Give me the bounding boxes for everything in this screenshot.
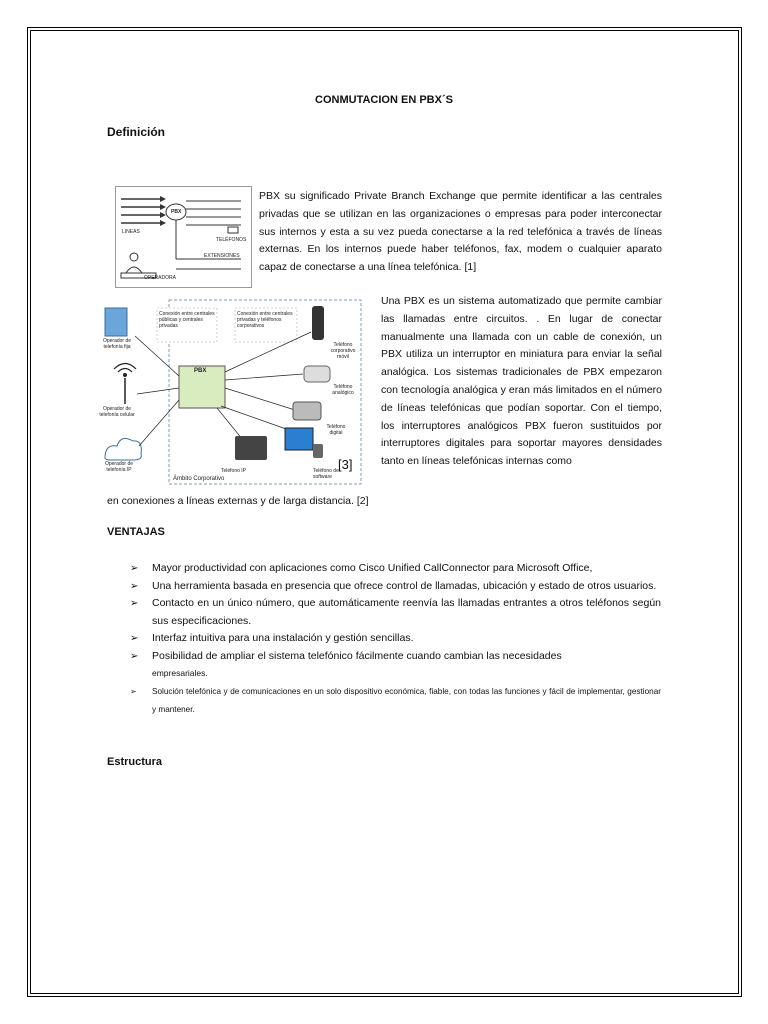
heading-ventajas: VENTAJAS	[107, 526, 165, 538]
list-item	[130, 683, 661, 719]
pbx-diagram-2	[97, 296, 367, 486]
ventajas-list	[130, 560, 661, 719]
fig2-operador-celular: Operador de telefonía celular	[99, 406, 135, 418]
fig2-telefono-movil: Teléfono corporativo móvil	[330, 342, 356, 360]
fig2-reference: [3]	[338, 457, 353, 472]
fig2-ambito: Ámbito Corporativo	[173, 476, 225, 482]
arrow-bullet-icon: ➢	[130, 633, 139, 644]
ventaja-text-tail: empresariales.	[152, 668, 208, 678]
list-item	[130, 630, 661, 648]
paragraph-pbx-definition: PBX su significado Private Branch Exchange que permite identificar a las centrales privadas que se utilizan en las organizaciones o empresas para poder interconectar sus internos y esta a su vez pueda conectarse a la red telefónica a través de líneas externas. En los internos puede haber teléfonos, fax, modem o cualquier aparato capaz de conectarse a una línea telefónica. [1]	[259, 190, 662, 274]
heading-estructura: Estructura	[107, 756, 163, 768]
list-item	[130, 595, 661, 630]
heading-definicion: Definición	[107, 125, 166, 139]
fig1-pbx-label: PBX	[171, 209, 182, 215]
fig2-pbx-label: PBX	[194, 368, 207, 374]
fig2-telefono-software: Teléfono de software	[313, 468, 339, 480]
fig1-lineas-label: LINEAS	[122, 229, 140, 235]
list-item	[130, 578, 661, 596]
arrow-bullet-icon: ➢	[130, 598, 139, 609]
ventaja-text: Contacto en un único número, que automáticamente reenvía las llamadas entrantes a otros teléfonos según sus especificaciones.	[152, 597, 661, 627]
fig2-operador-ip: Operador de telefonía IP	[104, 461, 134, 473]
pbx-diagram-1	[115, 186, 252, 288]
fig1-extensiones-label: EXTENSIONES	[204, 253, 240, 259]
list-item	[130, 560, 661, 578]
fig1-telefonos-label: TELÉFONOS	[216, 237, 247, 243]
arrow-bullet-icon: ➢	[130, 650, 139, 662]
arrow-bullet-icon: ➢	[130, 686, 137, 696]
list-item	[130, 648, 661, 683]
fig1-operadora-label: OPERADORA	[144, 275, 176, 281]
fig2-conexion-publicas: Conexión entre centrales públicas y centrales privadas	[159, 311, 215, 329]
fig2-telefono-ip: Teléfono IP	[221, 468, 247, 474]
ventaja-text: Mayor productividad con aplicaciones como Cisco Unified CallConnector para Microsoft Office,	[152, 562, 593, 574]
paragraph-pbx-system: Una PBX es un sistema automatizado que permite cambiar las llamadas entre circuitos. . En lugar de conectar manualmente una llamada con un cable de conexión, un PBX utiliza un interruptor en miniatura para enviar la señal analógica. Los sistemas tradicionales de PBX empezaron con tecnología analógica y eran más limitados en el número de líneas telefónicas que podían soportar. Con el tiempo, los interruptores analógicos PBX fueron sustituidos por interruptores digitales para soportar mayores densidades tanto en líneas telefónicas internas como	[381, 295, 662, 468]
fig2-conexion-privadas: Conexión entre centrales privadas y teléfonos corporativos	[237, 311, 293, 329]
arrow-bullet-icon: ➢	[130, 580, 139, 592]
document-title: CONMUTACION EN PBX´S	[315, 94, 453, 106]
fig2-operador-fija: Operador de telefonía fija	[102, 338, 132, 350]
ventaja-text: Posibilidad de ampliar el sistema telefónico fácilmente cuando cambian las necesidades	[152, 649, 562, 662]
arrow-bullet-icon: ➢	[130, 563, 139, 574]
page-border	[30, 30, 739, 994]
fig2-telefono-analogico: Teléfono analógico	[332, 384, 354, 396]
paragraph-pbx-system-end: en conexiones a líneas externas y de larga distancia. [2]	[107, 495, 369, 507]
ventaja-text: Una herramienta basada en presencia que ofrece control de llamadas, ubicación y estado de otros usuarios.	[152, 579, 657, 592]
ventaja-text: Solución telefónica y de comunicaciones en un solo dispositivo económica, fiable, con todas las funciones y fácil de implementar, gestionar y mantener.	[152, 686, 661, 714]
fig2-telefono-digital: Teléfono digital	[326, 424, 346, 436]
ventaja-text: Interfaz intuitiva para una instalación y gestión sencillas.	[152, 632, 414, 644]
